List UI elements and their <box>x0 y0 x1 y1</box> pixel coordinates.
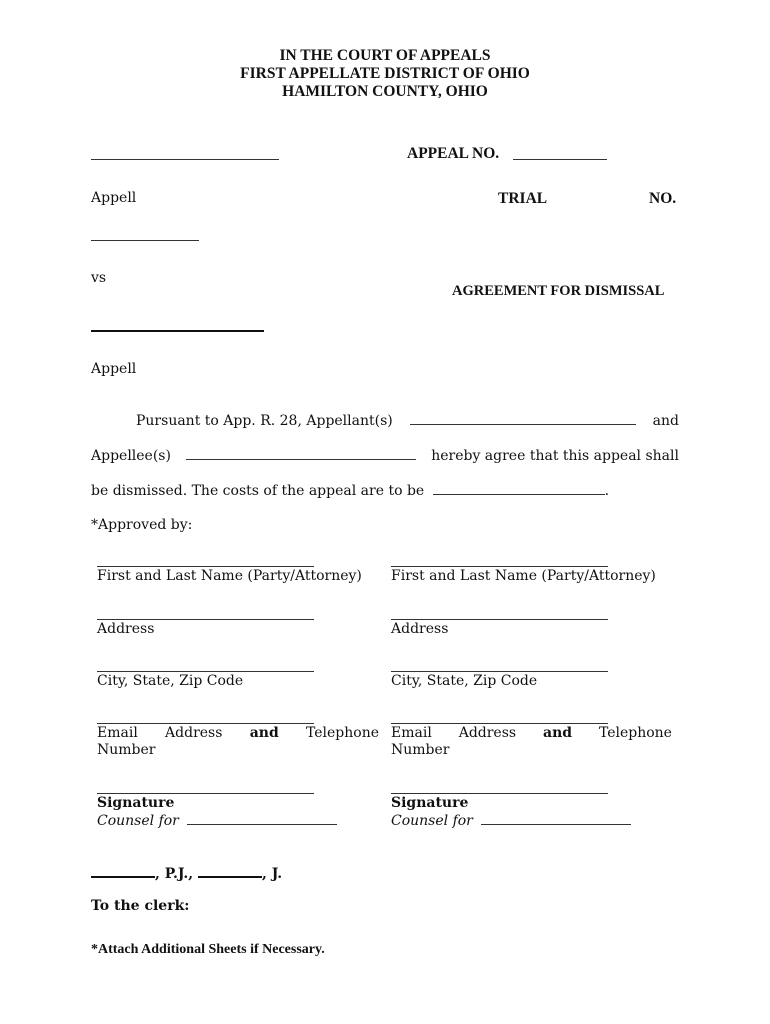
appellant-label: Appell <box>91 190 137 206</box>
appeal-no-blank[interactable] <box>513 159 607 160</box>
counsel-for-blank[interactable] <box>187 812 337 825</box>
address-word: Address <box>165 725 223 741</box>
agreement-line-1 <box>136 412 679 429</box>
email-line[interactable] <box>97 723 314 724</box>
agreement-line-3-period: . <box>604 483 610 499</box>
court-name: IN THE COURT OF APPEALS <box>279 47 491 64</box>
telephone-word: Telephone <box>598 725 672 741</box>
appellant-name-blank[interactable] <box>91 159 279 160</box>
counsel-for-row <box>391 812 631 830</box>
agreement-line-3-text: be dismissed. The costs of the appeal are to be <box>91 483 425 499</box>
name-line[interactable] <box>391 566 608 567</box>
city-line[interactable] <box>97 671 314 672</box>
appeal-no-label: APPEAL NO. <box>407 145 500 162</box>
district-name: FIRST APPELLATE DISTRICT OF OHIO <box>240 65 530 82</box>
address-word: Address <box>458 725 517 741</box>
agreement-line-2-text: hereby agree that this appeal shall <box>431 448 679 464</box>
signature-label: Signature <box>97 795 175 811</box>
email-word: Email <box>97 725 138 741</box>
signature-line[interactable] <box>97 793 314 794</box>
agreement-line-1-text: Pursuant to App. R. 28, Appellant(s) <box>136 413 393 429</box>
appellee-names-blank[interactable] <box>186 447 416 460</box>
judges-line <box>91 864 282 882</box>
address-label: Address <box>97 621 155 637</box>
email-label <box>391 725 672 742</box>
city-line[interactable] <box>391 671 608 672</box>
number-label: Number <box>391 742 450 758</box>
and-word: and <box>543 725 573 741</box>
appellee-name-blank[interactable] <box>91 330 264 332</box>
appellee-label: Appell <box>91 361 137 377</box>
attach-note: *Attach Additional Sheets if Necessary. <box>91 942 325 957</box>
document-title: AGREEMENT FOR DISMISSAL <box>452 283 665 299</box>
counsel-for-row <box>97 812 337 830</box>
city-label: City, State, Zip Code <box>391 673 538 689</box>
city-label: City, State, Zip Code <box>97 673 244 689</box>
agreement-line-1-and: and <box>652 413 679 429</box>
to-the-clerk: To the clerk: <box>91 898 190 914</box>
pj-label: , P.J., <box>155 866 194 882</box>
email-label <box>97 725 379 742</box>
name-label: First and Last Name (Party/Attorney) <box>97 568 362 584</box>
email-word: Email <box>391 725 432 741</box>
agreement-line-2 <box>91 447 679 464</box>
counsel-for-label: Counsel for <box>391 813 473 829</box>
counsel-for-blank[interactable] <box>481 812 631 825</box>
name-line[interactable] <box>97 566 314 567</box>
costs-blank[interactable] <box>433 482 605 495</box>
number-label: Number <box>97 742 156 758</box>
address-line[interactable] <box>391 619 608 620</box>
trial-label: TRIAL <box>498 190 548 207</box>
signature-line[interactable] <box>391 793 608 794</box>
presiding-judge-blank[interactable] <box>91 864 155 878</box>
signature-label: Signature <box>391 795 469 811</box>
agreement-line-3 <box>91 482 609 499</box>
trial-no-blank[interactable] <box>91 240 199 241</box>
j-label: , J. <box>262 866 283 882</box>
appellant-names-blank[interactable] <box>410 412 636 425</box>
judge-blank[interactable] <box>198 864 262 878</box>
address-label: Address <box>391 621 449 637</box>
agreement-line-2-appellee: Appellee(s) <box>91 448 171 464</box>
telephone-word: Telephone <box>305 725 379 741</box>
vs-label: vs <box>91 270 107 286</box>
name-label: First and Last Name (Party/Attorney) <box>391 568 656 584</box>
email-line[interactable] <box>391 723 608 724</box>
and-word: and <box>249 725 279 741</box>
county-name: HAMILTON COUNTY, OHIO <box>282 83 488 100</box>
address-line[interactable] <box>97 619 314 620</box>
approved-by-label: *Approved by: <box>91 517 193 533</box>
counsel-for-label: Counsel for <box>97 813 179 829</box>
trial-no-label: NO. <box>649 190 677 207</box>
